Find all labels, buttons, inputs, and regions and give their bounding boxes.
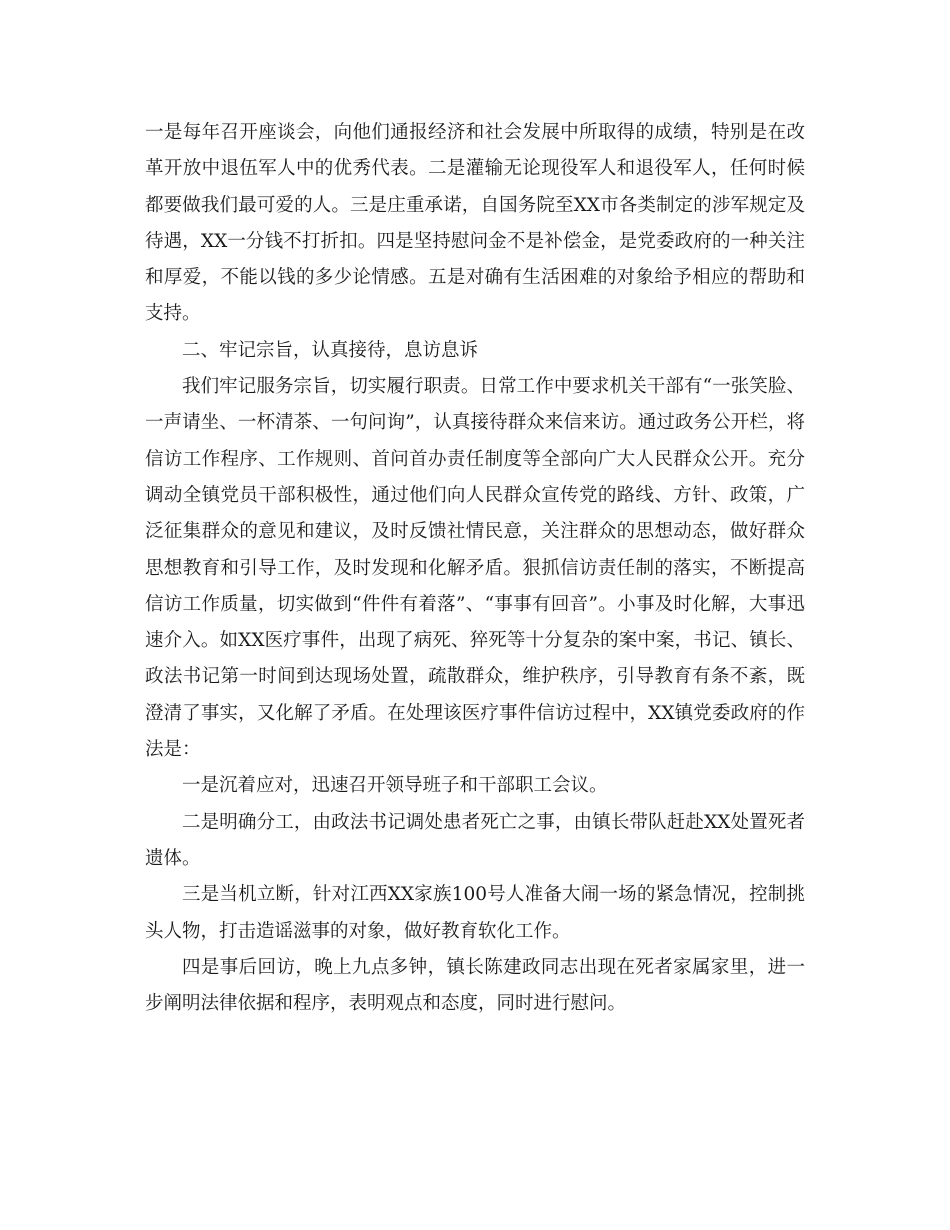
document-body (145, 115, 805, 1022)
paragraph-step-one: 一是沉着应对，迅速召开领导班子和干部职工会议。 (182, 775, 608, 797)
section-heading-petitions: 二、牢记宗旨，认真接待，息访息诉 (182, 339, 479, 361)
paragraph-petition-work: 我们牢记服务宗旨，切实履行职责。日常工作中要求机关干部有“一张笑脸、一声请坐、一杯清茶、一句问询”，认真接待群众来信来访。通过政务公开栏，将信访工作程序、工作规则、首问首办责任制度等全部向广大人民群众公开。充分调动全镇党员干部积极性，通过他们向人民群众宣传党的路线、方针、政策，广泛征集群众的意见和建议，及时反馈社情民意，关注群众的思想动态，做好群众思想教育和引导工作，及时发现和化解矛盾。狠抓信访责任制的落实，不断提高信访工作质量，切实做到“件件有着落”、“事事有回音”。小事及时化解，大事迅速介入。如XX医疗事件，出现了病死、猝死等十分复杂的案中案，书记、镇长、政法书记第一时间到达现场处置，疏散群众，维护秩序，引导教育有条不紊，既澄清了事实，又化解了矛盾。在处理该医疗事件信访过程中，XX镇党委政府的作法是： (145, 376, 805, 761)
paragraph-step-four: 四是事后回访，晚上九点多钟，镇长陈建政同志出现在死者家属家里，进一步阐明法律依据和程序，表明观点和态度，同时进行慰问。 (145, 956, 805, 1015)
paragraph-veterans-measures: 一是每年召开座谈会，向他们通报经济和社会发展中所取得的成绩，特别是在改革开放中退伍军人中的优秀代表。二是灌输无论现役军人和退役军人，任何时候都要做我们最可爱的人。三是庄重承诺，自国务院至XX市各类制定的涉军规定及待遇，XX一分钱不打折扣。四是坚持慰问金不是补偿金，是党委政府的一种关注和厚爱，不能以钱的多少论情感。五是对确有生活困难的对象给予相应的帮助和支持。 (145, 122, 805, 325)
paragraph-step-three: 三是当机立断，针对江西XX家族100号人准备大闹一场的紧急情况，控制挑头人物，打击造谣滋事的对象，做好教育软化工作。 (145, 884, 805, 942)
paragraph-step-two: 二是明确分工，由政法书记调处患者死亡之事，由镇长带队赶赴XX处置死者遗体。 (145, 811, 805, 869)
